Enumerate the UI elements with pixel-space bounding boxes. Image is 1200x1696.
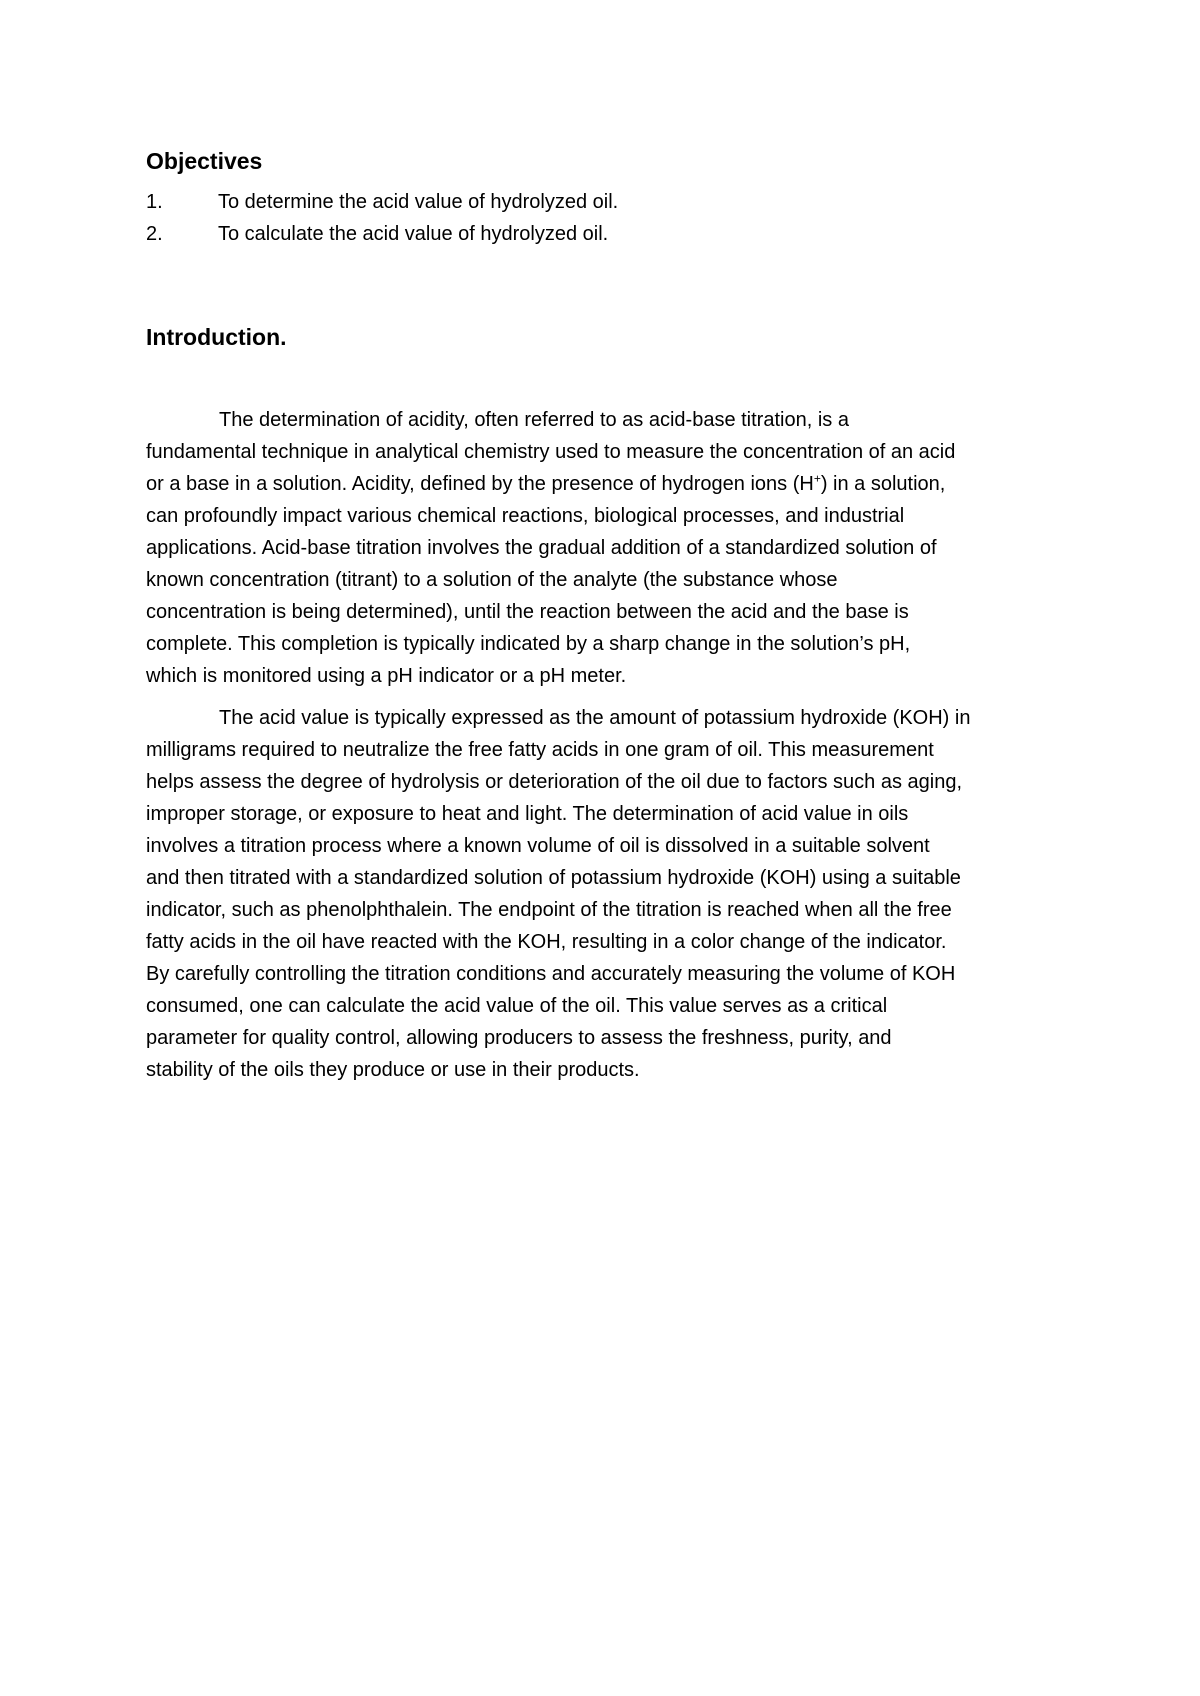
list-item-number-wrap	[146, 218, 218, 250]
objectives-list	[146, 186, 1076, 250]
introduction-paragraph-2: The acid value is typically expressed as the amount of potassium hydroxide (KOH) in milligrams required to neutralize the free fatty acids in one gram of oil. This measurement helps assess the degree of hydrolysis or deterioration of the oil due to factors such as aging, improper storage, or exposure to heat and light. The determination of acid value in oils involves a titration process where a known volume of oil is dissolved in a suitable solvent and then titrated with a standardized solution of potassium hydroxide (KOH) using a suitable indicator, such as phenolphthalein. The endpoint of the titration is reached when all the free fatty acids in the oil have reacted with the KOH, resulting in a color change of the indicator. By carefully controlling the titration conditions and accurately measuring the volume of KOH consumed, one can calculate the acid value of the oil. This value serves as a critical parameter for quality control, allowing producers to assess the freshness, purity, and stability of the oils they produce or use in their products.	[146, 707, 971, 1081]
list-item	[146, 218, 1076, 250]
paragraph-text: ) in a solution, can profoundly impact various chemical reactions, biological processes, and industrial applications. Acid-base titration involves the gradual addition of a standardized solution of known concentration (titrant) to a solution of the analyte (the substance whose concentration is being determined), until the reaction between the acid and the base is complete. This completion is typically indicated by a sharp change in the solution’s pH, which is monitored using a pH indicator or a pH meter.	[146, 473, 946, 687]
introduction-heading: Introduction.	[146, 324, 287, 350]
list-item-number: 1.	[146, 191, 163, 213]
section-spacer	[146, 352, 1076, 404]
page-content	[146, 146, 1076, 1096]
list-item-number: 2.	[146, 223, 163, 245]
list-item-number-wrap	[146, 186, 218, 218]
list-item-text: To calculate the acid value of hydrolyzed oil.	[218, 223, 609, 245]
superscript-plus: +	[813, 471, 821, 486]
introduction-paragraph-1	[146, 404, 1076, 692]
list-item	[146, 186, 1076, 218]
paragraph-text: The determination of acidity, often referred to as acid-base titration, is a fundamental technique in analytical chemistry used to measure the concentration of an acid or a base in a solution. Acidity, defined by the presence of hydrogen ions (H	[146, 409, 956, 495]
objectives-heading: Objectives	[146, 148, 263, 174]
list-item-text: To determine the acid value of hydrolyzed oil.	[218, 191, 619, 213]
